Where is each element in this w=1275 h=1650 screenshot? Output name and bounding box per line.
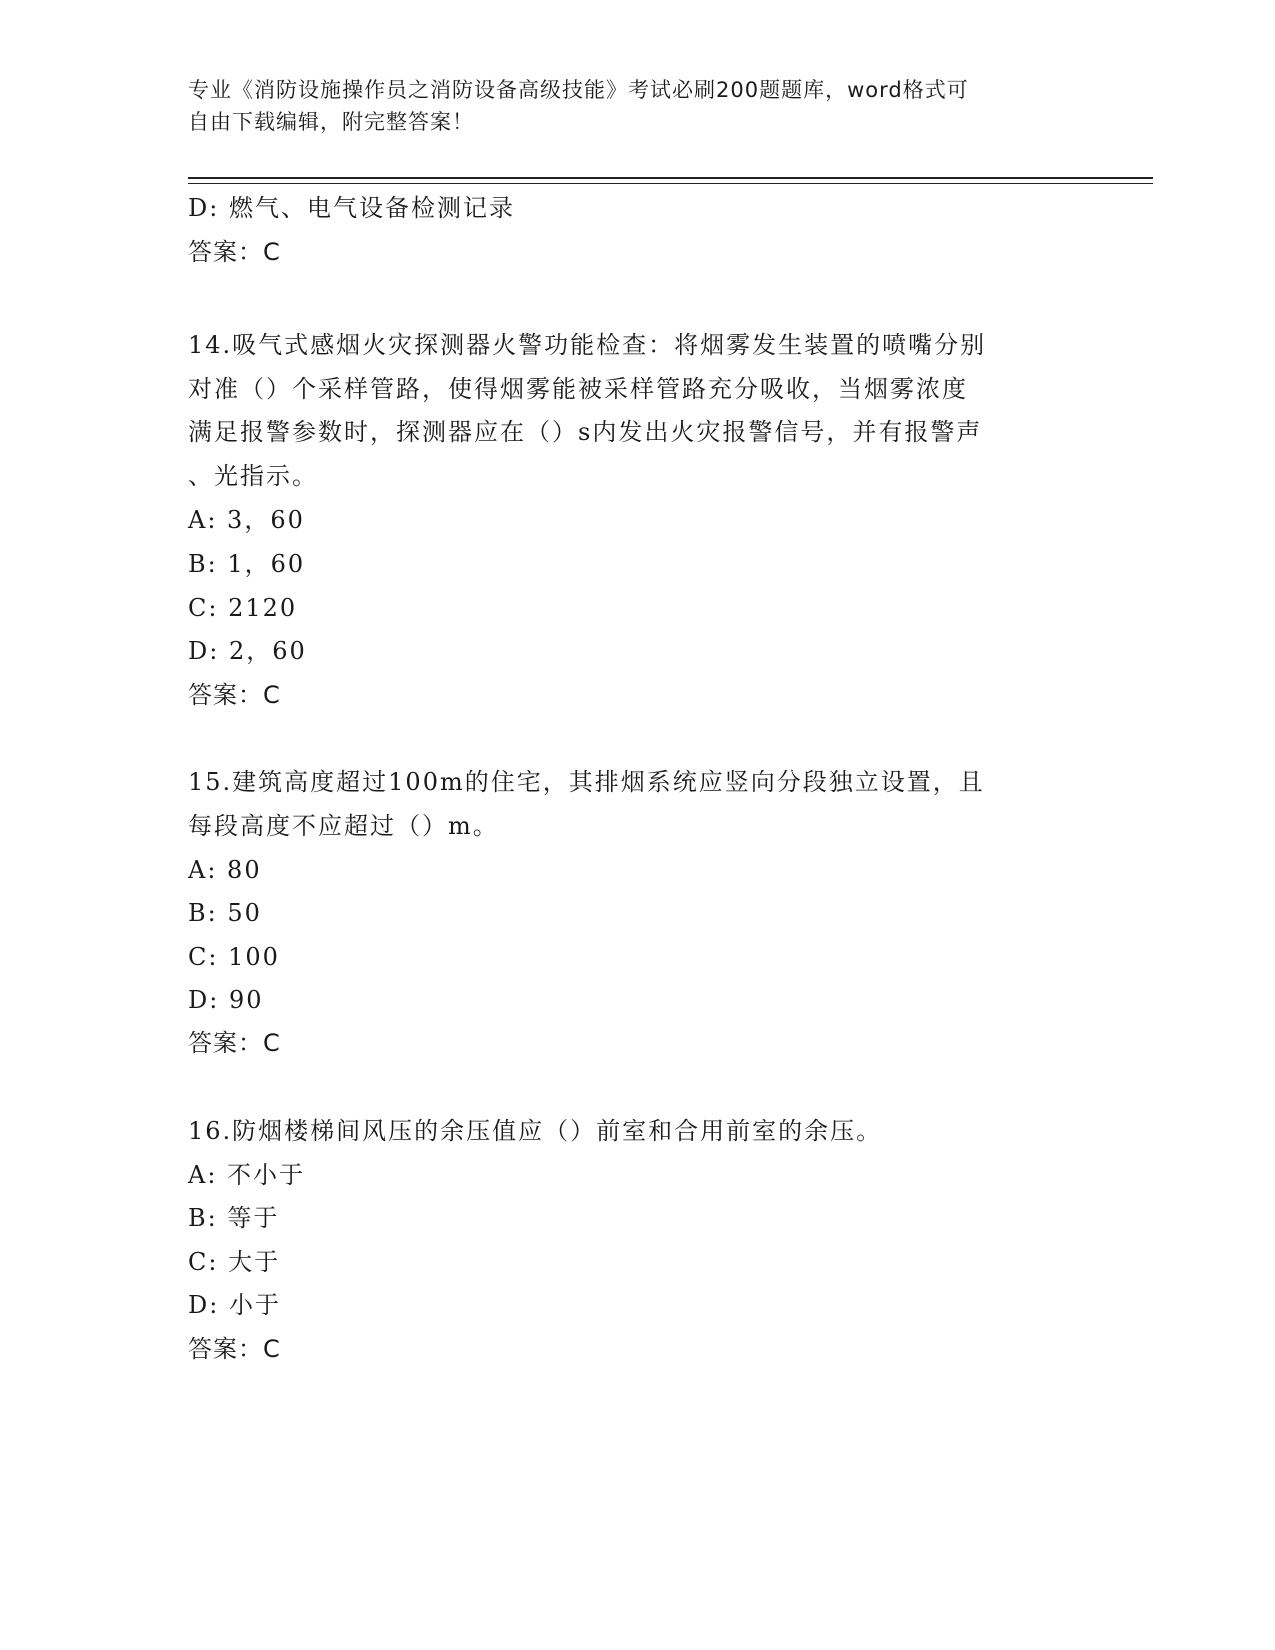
q14-option-d: D: 2，60 (188, 637, 307, 665)
q15-option-c: C: 100 (188, 943, 280, 971)
q16-option-c: C: 大于 (188, 1248, 281, 1276)
header-divider-thin (188, 183, 1153, 184)
q16-option-b: B: 等于 (188, 1204, 280, 1232)
header-divider-thick (188, 177, 1153, 179)
q15-answer: 答案：C (188, 1029, 281, 1057)
q15-option-b: B: 50 (188, 899, 262, 927)
q15-option-d: D: 90 (188, 986, 264, 1014)
q15-stem-line-1: 15.建筑高度超过100m的住宅，其排烟系统应竖向分段独立设置，且 (188, 768, 985, 796)
header-line-1: 专业《消防设施操作员之消防设备高级技能》考试必刷200题题库，word格式可 (188, 78, 969, 102)
q16-option-d: D: 小于 (188, 1291, 281, 1319)
header-line-2: 自由下载编辑，附完整答案！ (188, 110, 474, 134)
q16-answer: 答案：C (188, 1335, 281, 1363)
q14-option-c: C: 2120 (188, 594, 298, 622)
q14-answer: 答案：C (188, 681, 281, 709)
prev-option-d: D: 燃气、电气设备检测记录 (188, 194, 515, 222)
q14-stem-line-4: 、光指示。 (188, 462, 318, 490)
q14-stem-line-1: 14.吸气式感烟火灾探测器火警功能检查：将烟雾发生装置的喷嘴分别 (188, 331, 987, 359)
q15-stem-line-2: 每段高度不应超过（）m。 (188, 812, 499, 840)
document-header (188, 74, 1088, 138)
q16-stem-line-1: 16.防烟楼梯间风压的余压值应（）前室和合用前室的余压。 (188, 1117, 883, 1145)
q14-option-b: B: 1，60 (188, 550, 306, 578)
q14-stem-line-2: 对准（）个采样管路，使得烟雾能被采样管路充分吸收，当烟雾浓度 (188, 375, 968, 403)
q14-option-a: A: 3，60 (188, 506, 305, 534)
q15-option-a: A: 80 (188, 856, 262, 884)
q16-option-a: A: 不小于 (188, 1161, 306, 1189)
q14-stem-line-3: 满足报警参数时，探测器应在（）s内发出火灾报警信号，并有报警声 (188, 418, 983, 446)
prev-answer: 答案：C (188, 238, 281, 266)
